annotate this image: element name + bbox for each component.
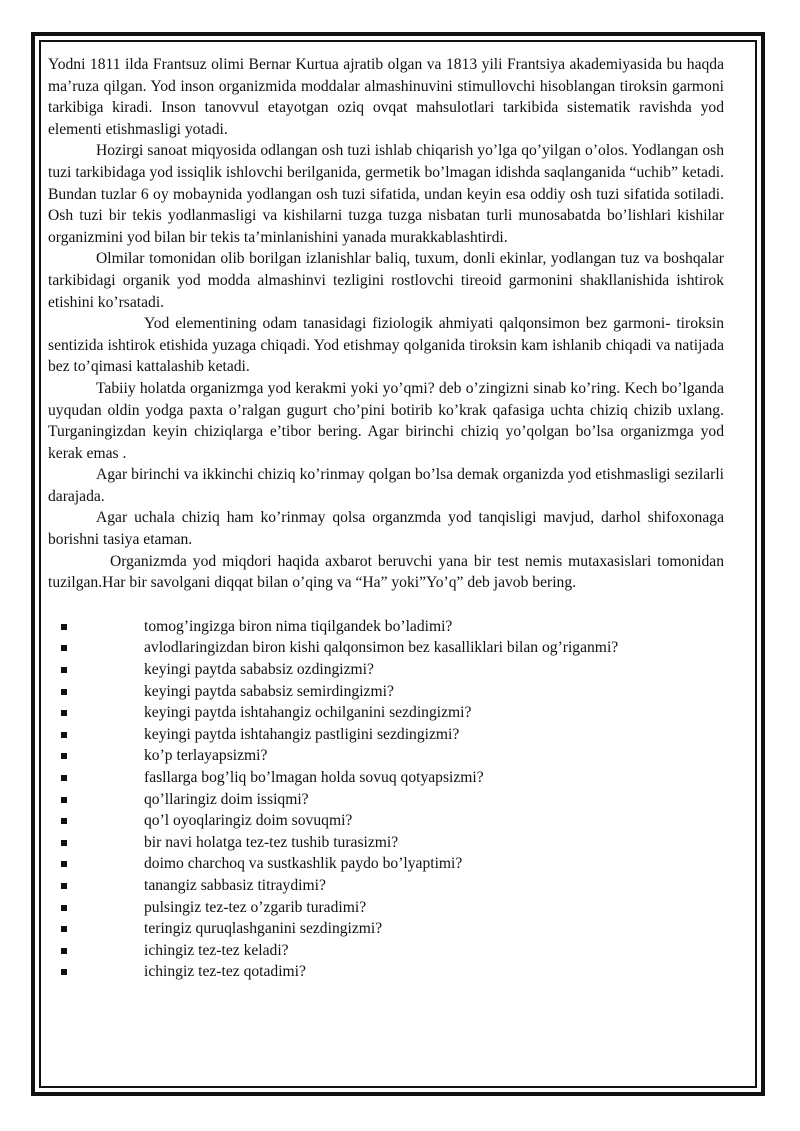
bullet-icon <box>61 710 67 716</box>
paragraph-iodized-salt: Hozirgi sanoat miqyosida odlangan osh tuzi ishlab chiqarish yo’lga qo’yilgan o’olos. Yodlangan osh tuzi tarkibidaga yod issiqlik ishlovchi berilganida, germetik bo’lmagan idishda saqlanganida “uchib” ketadi. Bundan tuzlar 6 oy mobaynida yodlangan osh tuzi sifatida, undan keyin esa oddiy osh tuzi sifatida sotiladi. Osh tuzi bir tekis yodlanmasligi va kishilarni tuzga tuzga nisbatan turli munosabatda bo’lishlari kishilar organizmini yod bilan bir tekis ta’minlanishini yanada murakkablashtirdi. <box>48 142 724 246</box>
list-item: keyingi paytda ishtahangiz pastligini sezdingizmi? <box>48 724 724 746</box>
list-item: ko’p terlayapsizmi? <box>48 745 724 767</box>
document-body <box>48 54 724 983</box>
paragraph-two-lines: Agar birinchi va ikkinchi chiziq ko’rinmay qolgan bo’lsa demak organizda yod etishmasligi sezilarli darajada. <box>48 466 724 505</box>
bullet-icon <box>61 861 67 867</box>
list-item: teringiz quruqlashganini sezdingizmi? <box>48 918 724 940</box>
list-item: bir navi holatga tez-tez tushib turasizmi? <box>48 832 724 854</box>
bullet-icon <box>61 797 67 803</box>
list-item: qo’l oyoqlaringiz doim sovuqmi? <box>48 810 724 832</box>
question-list <box>48 616 724 983</box>
paragraph-physiology: Yod elementining odam tanasidagi fiziologik ahmiyati qalqonsimon bez garmoni- tiroksin sentizida ishtirok etishida yuzaga chiqadi. Yod etishmay qolganida tiroksin kam ishlanib chiqadi va natijada bez to’qimasi kattalashib ketadi. <box>48 315 724 376</box>
list-item: qo’llaringiz doim issiqmi? <box>48 789 724 811</box>
list-item: tanangiz sabbasiz titraydimi? <box>48 875 724 897</box>
bullet-icon <box>61 624 67 630</box>
list-item: doimo charchoq va sustkashlik paydo bo’lyaptimi? <box>48 853 724 875</box>
list-item: pulsingiz tez-tez o’zgarib turadimi? <box>48 897 724 919</box>
list-item: keyingi paytda ishtahangiz ochilganini sezdingizmi? <box>48 702 724 724</box>
paragraph-three-lines: Agar uchala chiziq ham ko’rinmay qolsa organzmda yod tanqisligi mavjud, darhol shifoxonaga borishni tasiya etaman. <box>48 509 724 549</box>
paragraph-questionnaire-intro: Organizmda yod miqdori haqida axbarot beruvchi yana bir test nemis mutaxasislari tomonidan tuzilgan.Har bir savolgani diqqat bilan o’qing va “Ha” yoki”Yo’q” deb javob bering. <box>48 552 724 592</box>
bullet-icon <box>61 818 67 824</box>
bullet-icon <box>61 840 67 846</box>
paragraph-intro: Yodni 1811 ilda Frantsuz olimi Bernar Kurtua ajratib olgan va 1813 yili Frantsiya akademiyasida bu haqda ma’ruza qilgan. Yod inson organizmida moddalar almashinuvini stimullovchi hisoblangan tiroksin garmoni tarkibiga kiradi. Inson tanovvul etayotgan oziq ovqat mahsulotlari tarkibida sistematik ravishda yod elementi etishmasligi yotadi. <box>48 56 724 138</box>
list-item: fasllarga bog’liq bo’lmagan holda sovuq qotyapsizmi? <box>48 767 724 789</box>
paragraph-research: Olmilar tomonidan olib borilgan izlanishlar baliq, tuxum, donli ekinlar, yodlangan tuz va boshqalar tarkibidagi organik yod modda almashinvi tezligini rostlovchi tireoid garmonini shakllanishida ishtirok etishini ko’rsatadi. <box>48 250 724 311</box>
bullet-icon <box>61 883 67 889</box>
paragraph-self-test: Tabiiy holatda organizmga yod kerakmi yoki yo’qmi? deb o’zingizni sinab ko’ring. Kech bo’lganda uyqudan oldin yodga paxta o’ralgan gugurt cho’pini botirib ko’krak qafasiga uchta chiziq chizib uxlang. Turganingizdan keyin chiziqlarga e’tibor bering. Agar birinchi chiziq yo’qolgan bo’lsa organizmga yod kerak emas . <box>48 379 724 462</box>
list-item: keyingi paytda sababsiz semirdingizmi? <box>48 681 724 703</box>
bullet-icon <box>61 645 67 651</box>
list-item: keyingi paytda sababsiz ozdingizmi? <box>48 659 724 681</box>
bullet-icon <box>61 667 67 673</box>
bullet-icon <box>61 775 67 781</box>
list-item: ichingiz tez-tez keladi? <box>48 940 724 962</box>
bullet-icon <box>61 732 67 738</box>
bullet-icon <box>61 753 67 759</box>
bullet-icon <box>61 926 67 932</box>
list-item: avlodlaringizdan biron kishi qalqonsimon bez kasalliklari bilan og’riganmi? <box>48 637 724 659</box>
bullet-icon <box>61 969 67 975</box>
list-item: tomog’ingizga biron nima tiqilgandek bo’ladimi? <box>48 616 724 638</box>
bullet-icon <box>61 905 67 911</box>
list-item: ichingiz tez-tez qotadimi? <box>48 961 724 983</box>
bullet-icon <box>61 948 67 954</box>
bullet-icon <box>61 689 67 695</box>
